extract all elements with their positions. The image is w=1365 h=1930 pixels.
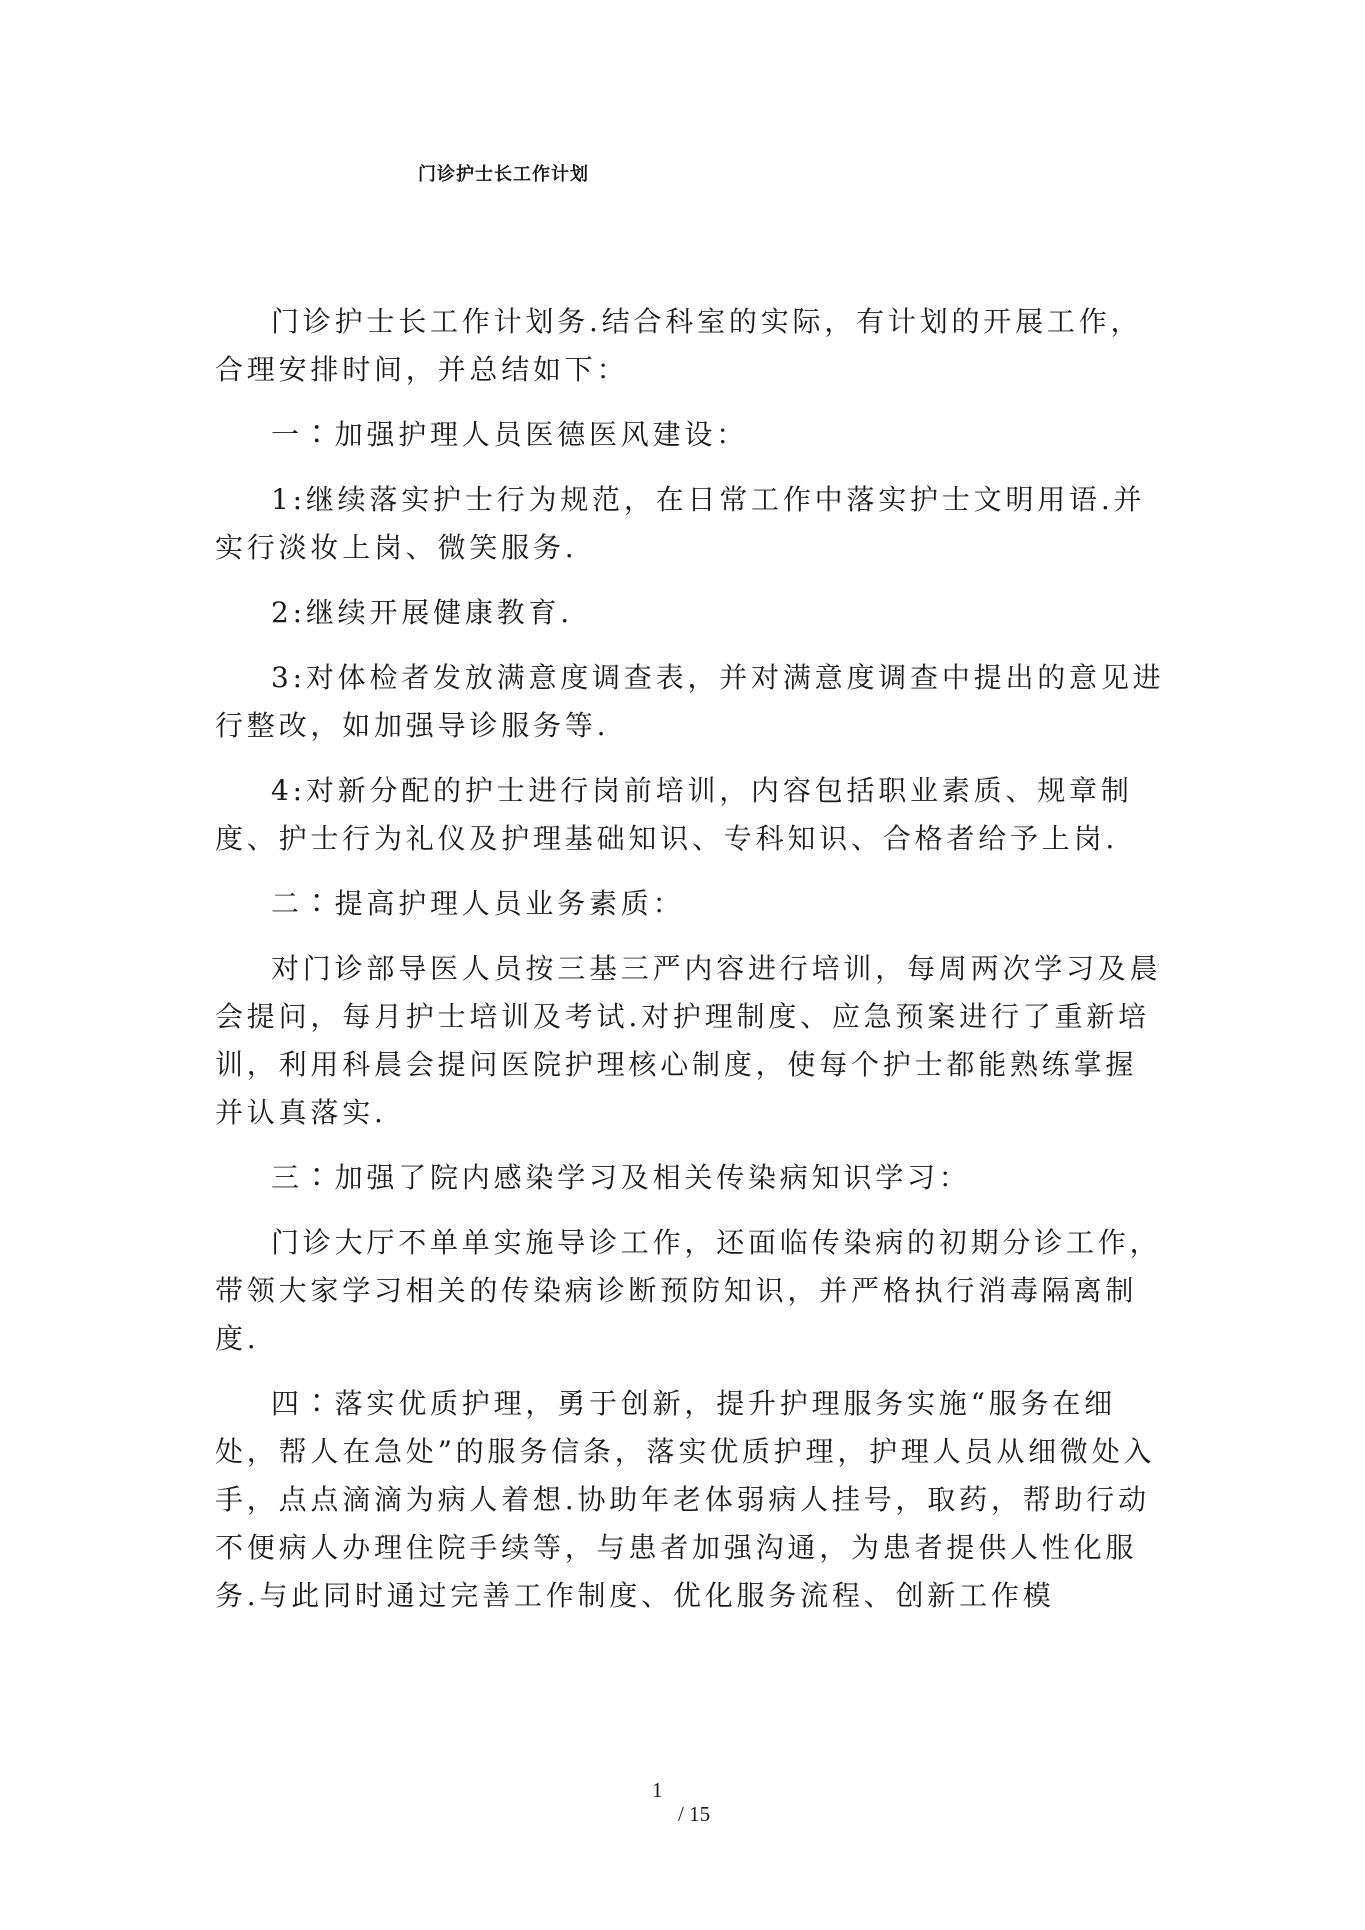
paragraph-training: 对门诊部导医人员按三基三严内容进行培训，每周两次学习及晨会提问，每月护士培训及考试.对护理制度、应急预案进行了重新培训，利用科晨会提问医院护理核心制度，使每个护士都能熟练掌握并认真落实. bbox=[215, 952, 1162, 1129]
list-item-4: 4:对新分配的护士进行岗前培训，内容包括职业素质、规章制度、护士行为礼仪及护理基础知识、专科知识、合格者给予上岗. bbox=[215, 774, 1133, 855]
page-number-total: / 15 bbox=[678, 1802, 711, 1826]
list-item-2: 2:继续开展健康教育. bbox=[271, 596, 573, 629]
list-item-1: 1:继续落实护士行为规范，在日常工作中落实护士文明用语.并实行淡妆上岗、微笑服务. bbox=[215, 483, 1146, 564]
document-title: 门诊护士长工作计划 bbox=[418, 164, 589, 185]
paragraph-intro: 门诊护士长工作计划务.结合科室的实际，有计划的开展工作，合理安排时间，并总结如下： bbox=[215, 305, 1143, 386]
document-body bbox=[215, 298, 1165, 1620]
section-heading-1: 一∶加强护理人员医德医风建设： bbox=[271, 418, 749, 451]
section-heading-3: 三∶加强了院内感染学习及相关传染病知识学习： bbox=[271, 1161, 971, 1194]
paragraph-infection-control: 门诊大厅不单单实施导诊工作，还面临传染病的初期分诊工作，带领大家学习相关的传染病诊断预防知识，并严格执行消毒隔离制度. bbox=[215, 1226, 1162, 1355]
list-item-3: 3:对体检者发放满意度调查表，并对满意度调查中提出的意见进行整改，如加强导诊服务等. bbox=[215, 661, 1165, 742]
paragraph-quality-care: 四∶落实优质护理，勇于创新，提升护理服务实施“服务在细处，帮人在急处”的服务信条，落实优质护理，护理人员从细微处入手，点点滴滴为病人着想.协助年老体弱病人挂号，取药，帮助行动不便病人办理住院手续等，与患者加强沟通，为患者提供人性化服务.与此同时通过完善工作制度、优化服务流程、创新工作模 bbox=[215, 1387, 1156, 1612]
section-heading-2: 二∶提高护理人员业务素质： bbox=[271, 887, 685, 920]
page-number-current: 1 bbox=[652, 1778, 663, 1802]
